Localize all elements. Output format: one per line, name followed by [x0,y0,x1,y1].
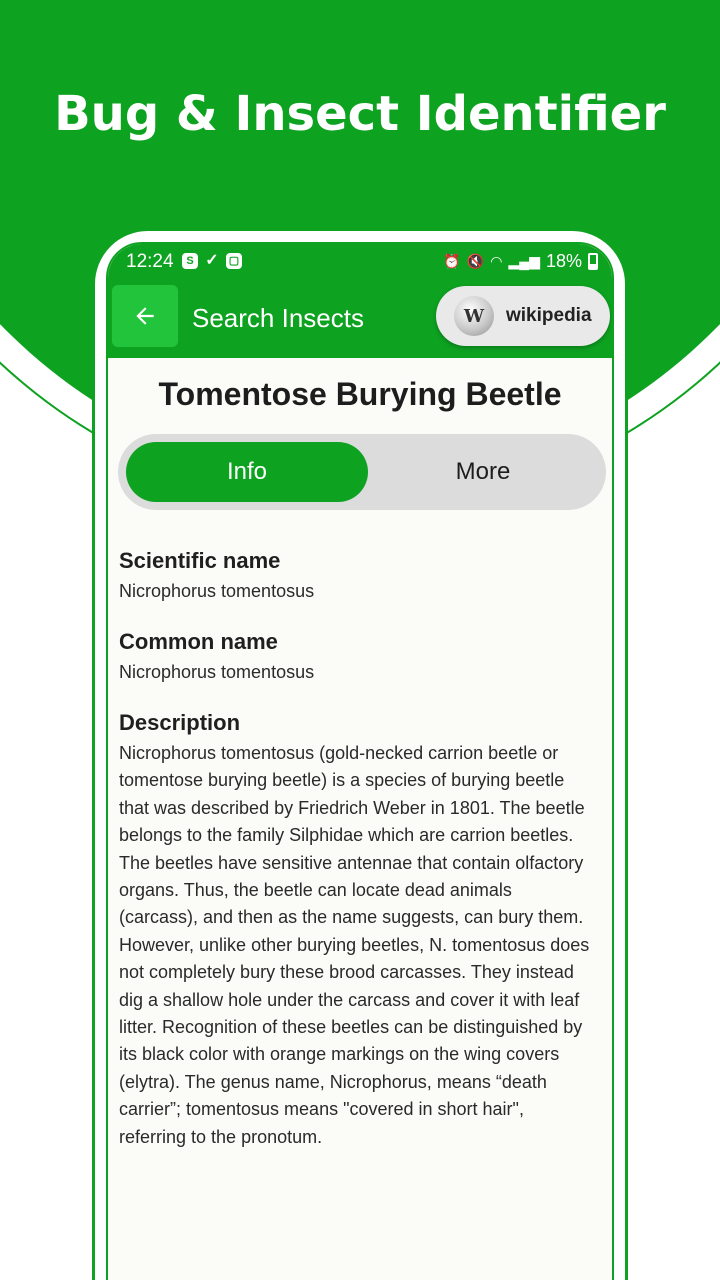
arrow-left-icon [132,303,158,329]
common-name-value: Nicrophorus tomentosus [119,662,315,682]
wikipedia-button[interactable] [436,286,610,346]
notification-icons [182,253,242,269]
common-name-label: Common name [119,629,278,654]
signal-icon: ▂▄▆ [508,253,540,269]
back-button[interactable] [112,285,178,347]
description-label: Description [119,710,241,735]
mute-icon: 🔇 [466,253,485,269]
wifi-icon: ◠ [490,253,503,269]
status-time: 12:24 [126,251,174,272]
download-done-icon: ✓ [205,252,219,269]
app-bar [108,284,612,358]
info-more-toggle [118,434,606,510]
wikipedia-label: wikipedia [506,305,592,326]
app-bar-title: Search Insects [192,303,364,333]
app-screen [106,242,614,1280]
tab-info[interactable]: Info [126,442,368,502]
battery-icon [588,253,598,270]
screenshot-icon: ▢ [226,253,242,269]
scientific-name-value: Nicrophorus tomentosus [119,581,315,601]
description-text: Nicrophorus tomentosus (gold-necked carrion beetle or tomentose burying beetle) is a species of burying beetle that was described by Friedrich Weber in 1801. The beetle belongs to the family Silphidae which are carrion beetles. The beetles have sensitive antennae that contain olfactory organs. Thus, the beetle can locate dead animals (carcass), and then as the name suggests, can bury them. However, unlike other burying beetles, N. tomentosus does not completely bury these brood carcasses. They instead dig a shallow hole under the carcass and cover it with leaf litter. Recognition of these beetles can be distinguished by its black color with orange markings on the wing covers (elytra). The genus name, Nicrophorus, means “death carrier”; tomentosus means "covered in short hair", referring to the pronotum. [119,743,590,1147]
tab-more[interactable]: More [455,458,511,485]
skype-icon: S [182,253,198,269]
status-bar [108,244,612,284]
system-icons [443,251,598,272]
battery-percent: 18% [545,251,582,271]
insect-name-title: Tomentose Burying Beetle [158,376,562,412]
promo-title: Bug & Insect Identifier [54,86,666,142]
alarm-icon: ⏰ [443,253,461,269]
wikipedia-globe-icon: W [454,296,494,336]
scientific-name-label: Scientific name [119,548,281,573]
